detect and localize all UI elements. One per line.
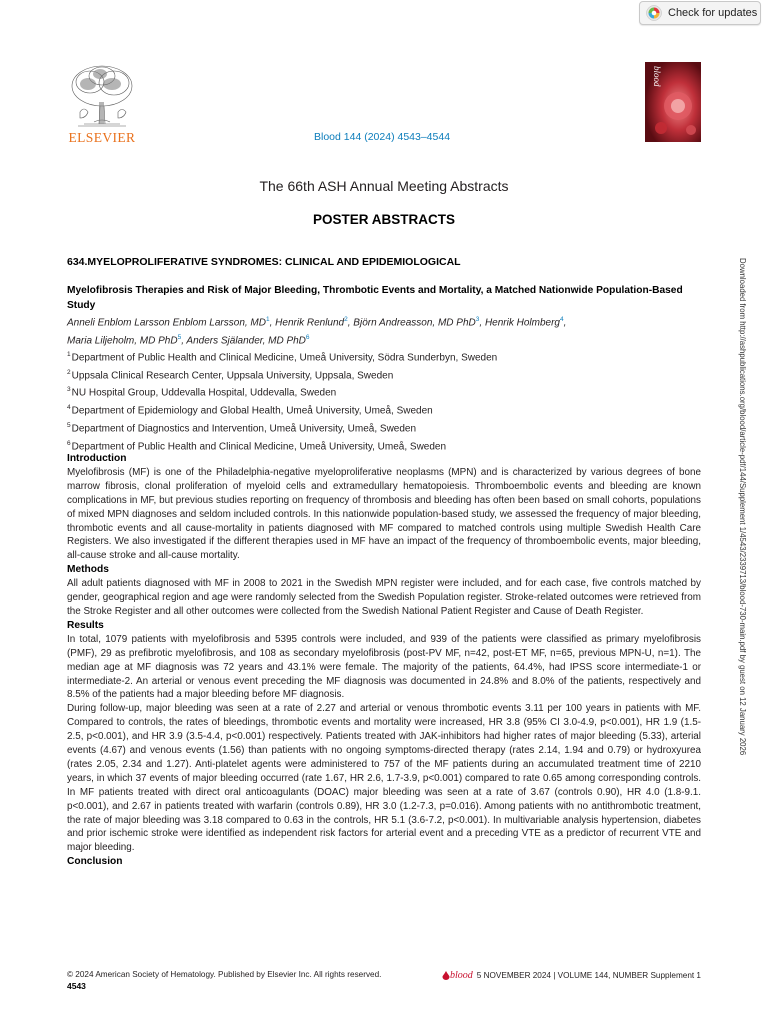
blood-logo-text: blood: [450, 970, 473, 981]
affiliation: [67, 366, 687, 384]
author-name: Anneli Enblom Larsson Enblom Larsson, MD: [67, 317, 266, 329]
blood-logo: [442, 970, 473, 981]
affiliation-text: Department of Public Health and Clinical Medicine, Umeå University, Södra Sunderbyn, Sweden: [71, 352, 498, 364]
affiliation-number: 4: [67, 404, 71, 412]
affiliation-number: 1: [67, 351, 71, 358]
affiliation: [67, 383, 687, 401]
methods-paragraph: All adult patients diagnosed with MF in 2008 to 2021 in the Swedish MPN register were included, and for each case, five controls matched by gender, geographical region and age were randomly selected from the Swedish Population register. Stroke-related outcomes were retrieved from the Stroke Register and all other outcomes were collected from the Swedish National Patient Register and Cause of Death Register.: [67, 578, 701, 617]
section-title: POSTER ABSTRACTS: [312, 212, 455, 227]
affiliation-text: Department of Diagnostics and Intervention, Umeå University, Umeå, Sweden: [71, 423, 417, 435]
affiliation-text: Department of Epidemiology and Global Health, Umeå University, Umeå, Sweden: [71, 405, 433, 417]
section-heading-methods: Methods: [67, 564, 109, 576]
affiliation-number: 2: [67, 368, 71, 376]
affiliation-number: 6: [67, 439, 71, 447]
introduction-paragraph: Myelofibrosis (MF) is one of the Philadelphia-negative myeloproliferative neoplasms (MPN) and is characterized by various degrees of bone marrow fibrosis, clonal proliferation of myeloid cells and extramedullary hematopoiesis. Thromboembolic events and bleeding are known complications in MF, but previous studies reporting on frequency of thrombosis and bleeding has often been based on small cohorts, populations of mixed MPN diagnoses and seldom included controls. In this nationwide population-based study, we assessed the frequency of major bleeding, thrombotic events and all cause-mortality in patients diagnosed with MF compared to matched controls using multiple Swedish Health Care Registers. We also investigated if the different therapies used in MF have an impact of the frequency of thromboembolic events, major bleeding, all-cause stroke and all-cause mortality.: [67, 466, 701, 562]
affiliation-text: NU Hospital Group, Uddevalla Hospital, Uddevalla, Sweden: [71, 387, 337, 399]
section-heading-results: Results: [67, 619, 104, 631]
svg-text:blood: blood: [652, 66, 662, 87]
affiliation: [67, 401, 687, 419]
affiliation-text: Department of Public Health and Clinical Medicine, Umeå University, Umeå, Sweden: [71, 441, 447, 452]
journal-reference-link[interactable]: Blood 144 (2024) 4543–4544: [314, 131, 451, 143]
author-name: Maria Liljeholm, MD PhD: [67, 335, 178, 347]
author-affiliation-ref[interactable]: 3: [475, 316, 480, 323]
page-footer: [67, 970, 701, 981]
page-number: 4543: [67, 981, 86, 991]
author-affiliation-ref[interactable]: 4: [559, 316, 564, 323]
affiliation: [67, 419, 687, 437]
elsevier-wordmark: ELSEVIER: [68, 130, 136, 145]
results-paragraph: During follow-up, major bleeding was seen at a rate of 2.27 and arterial or venous thrombotic events 3.11 per 100 years in patients with MF. Compared to controls, the rates of bleedings, thrombotic events and mortality were increased, HR 3.8 (95% CI 3.0-4.9, p<0.001), HR 1.9 (1.5-2.5, p<0.001), and HR 3.9 (3.5-4.4, p<0.001) respectively. Patients treated with JAK-inhibitors had higher rates of major bleeding (5.33), arterial events (4.67) and venous events (1.56) than patients with no ongoing symptoms-directed therapy (rates 2.14, 1.94 and 0.79) or hydroxyurea (rates 2.05, 2.34 and 1.27). Anti-platelet agents were administered to 757 of the MF patients during an accumulated treatment time of 2210 years, in which 37 events of major bleeding occurred (rate 1.67, HR 2.6, 1.7-3.9, p<0.001) compared to rate 0.65 among corresponding controls. In MF patients treated with direct oral anticoagulants (DOAC) major bleeding was seen at a rate of 3.67 (controls 0.90), HR 4.0 (1.8-9.1. p<0.001), and 2.67 in patients treated with warfarin (controls 0.89), HR 3.0 (1.2-7.3, p=0.016). Among patients with no antithrombotic treatment, the rate of major bleeding was 3.18 compared to 0.63 in the controls, HR 5.1 (3.6-7.2, p<0.001). In multivariable analysis hypertension, diabetes and prior ischemic stroke were identified as independent risk factors for arterial event and a preceding VTE as a predictor of recurrent VTE and major bleeding.: [67, 703, 701, 854]
author-affiliation-ref[interactable]: 1: [265, 316, 270, 323]
author-name: Björn Andreasson, MD PhD: [353, 317, 476, 329]
affiliation-text: Uppsala Clinical Research Center, Uppsala University, Uppsala, Sweden: [71, 370, 394, 382]
meeting-title: The 66th ASH Annual Meeting Abstracts: [259, 178, 509, 194]
affiliation-number: 3: [67, 386, 71, 394]
abstract-category: 634.MYELOPROLIFERATIVE SYNDROMES: CLINICAL AND EPIDEMIOLOGICAL: [67, 256, 461, 268]
author-name: Anders Själander, MD PhD: [186, 335, 306, 347]
author-name: Henrik Holmberg: [484, 317, 560, 329]
article-title: Myelofibrosis Therapies and Risk of Major Bleeding, Thrombotic Events and Mortality, a Matched Nationwide Population-Based Study: [67, 285, 683, 311]
footer-issue-info: [442, 970, 701, 981]
section-heading-conclusion: Conclusion: [67, 856, 123, 868]
copyright-notice: © 2024 American Society of Hematology. Published by Elsevier Inc. All rights reserved.: [67, 970, 382, 979]
check-updates-label: Check for updates: [668, 7, 758, 19]
blood-journal-cover: [645, 62, 701, 142]
check-for-updates-button[interactable]: [639, 1, 761, 25]
download-watermark: Downloaded from http://ashpublications.org/blood/article-pdf/144/Supplement 1/4543/2339713/blood-730-main.pdf by guest on 12 January 2026: [738, 258, 747, 756]
author-list: Anneli Enblom Larsson Enblom Larsson, $MD^1$, Henrik Renlund$^2$, Björn Andreasson, MD PhD$^3$, Henrik Holmberg$^4$, Maria Liljeholm, MD PhD$^5$, Anders Själander, MD PhD$^6$: [67, 316, 567, 347]
author-affiliation-ref[interactable]: 6: [305, 333, 310, 341]
author-name: Henrik Renlund: [275, 317, 345, 329]
issue-details: 5 NOVEMBER 2024 | VOLUME 144, NUMBER Supplement 1: [476, 971, 701, 980]
affiliation-list: [67, 348, 687, 454]
blood-drop-icon: [442, 971, 450, 980]
author-affiliation-ref[interactable]: 2: [344, 316, 348, 323]
affiliation: [67, 348, 687, 366]
section-heading-introduction: Introduction: [67, 453, 127, 464]
affiliation-number: 5: [67, 421, 71, 429]
abstract-body: [67, 452, 701, 869]
author-affiliation-ref[interactable]: 5: [177, 333, 182, 341]
results-paragraph: In total, 1079 patients with myelofibrosis and 5395 controls were included, and 939 of the patients were classified as primary myelofibrosis (PMF), 29 as prefibrotic myelofibrosis, and 108 as secondary myelofibrosis (post-PV MF, n=42, post-ET MF, n=65, previous MPN-U, n=1). The median age at MF diagnosis was 72 years and 43.1% were female. The majority of the patients, 64.4%, had IPSS score intermediate-1 or intermediate-2. An arterial or venous event preceding the MF diagnosis was documented in 24.8% and 8.0% of the patients, respectively and 8.5% of the patients had a major bleeding before MF diagnosis.: [67, 633, 701, 701]
check-updates-icon: [646, 5, 662, 21]
